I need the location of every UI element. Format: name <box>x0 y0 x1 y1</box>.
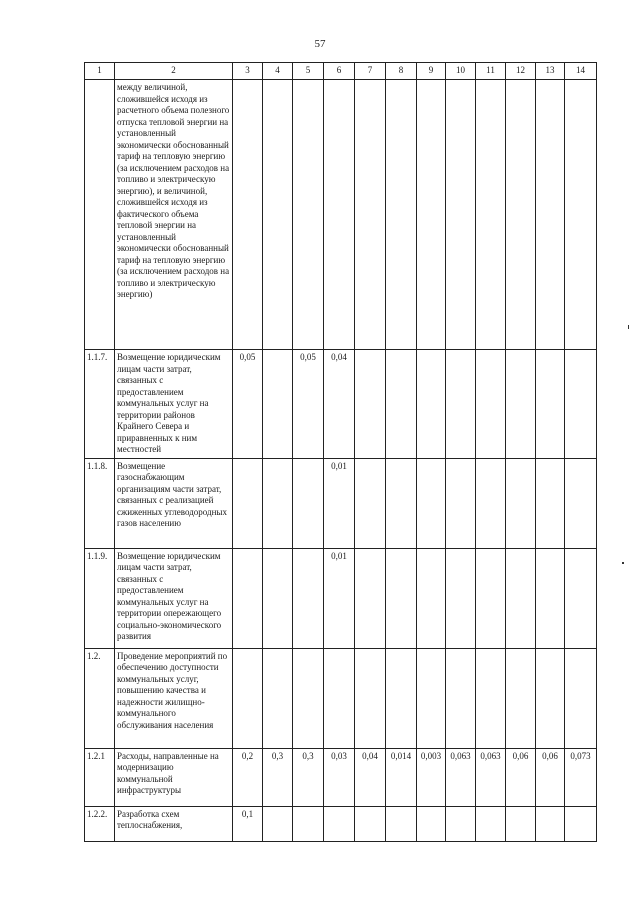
table-row <box>85 648 597 748</box>
header-cell: 9 <box>417 63 446 80</box>
value-cell <box>324 648 355 748</box>
header-cell: 7 <box>355 63 386 80</box>
value-cell <box>476 350 506 459</box>
value-cell <box>417 458 446 548</box>
value-cell <box>476 80 506 350</box>
value-cell <box>506 80 536 350</box>
table-row <box>85 748 597 806</box>
table-row <box>85 548 597 648</box>
value-cell <box>355 458 386 548</box>
value-cell <box>565 80 597 350</box>
value-cell <box>536 350 565 459</box>
value-cell: 0,2 <box>233 748 263 806</box>
value-cell <box>536 458 565 548</box>
value-cell: 0,04 <box>324 350 355 459</box>
value-cell <box>565 458 597 548</box>
header-cell: 13 <box>536 63 565 80</box>
value-cell <box>263 350 293 459</box>
value-cell <box>476 548 506 648</box>
value-cell <box>506 350 536 459</box>
row-description: между величиной, сложившейся исходя из расчетного объема полезного отпуска тепловой энергии на установленный экономически обоснованный тариф на тепловую энергию (за исключением расходов на топливо и электрическую энергию), и величиной, сложившейся исходя из фактического объема тепловой энергии на установленный экономически обоснованный тариф на тепловую энергию (за исключением расходов на топливо и электрическую энергию) <box>115 80 233 350</box>
value-cell: 0,01 <box>324 548 355 648</box>
scan-mark <box>628 325 629 329</box>
value-cell <box>263 80 293 350</box>
value-cell <box>355 648 386 748</box>
value-cell <box>446 648 476 748</box>
value-cell <box>233 458 263 548</box>
header-cell: 12 <box>506 63 536 80</box>
table-row <box>85 458 597 548</box>
value-cell: 0,3 <box>263 748 293 806</box>
row-number: 1.1.9. <box>85 548 115 648</box>
value-cell <box>506 806 536 841</box>
value-cell <box>233 648 263 748</box>
row-number: 1.1.7. <box>85 350 115 459</box>
header-cell: 8 <box>386 63 417 80</box>
value-cell <box>506 648 536 748</box>
header-cell: 10 <box>446 63 476 80</box>
header-cell: 4 <box>263 63 293 80</box>
value-cell <box>386 648 417 748</box>
value-cell <box>263 806 293 841</box>
row-number: 1.2. <box>85 648 115 748</box>
value-cell <box>446 80 476 350</box>
value-cell <box>536 80 565 350</box>
row-number <box>85 80 115 350</box>
header-cell: 14 <box>565 63 597 80</box>
header-cell: 5 <box>293 63 324 80</box>
header-cell: 6 <box>324 63 355 80</box>
value-cell: 0,06 <box>506 748 536 806</box>
row-number: 1.1.8. <box>85 458 115 548</box>
value-cell <box>324 80 355 350</box>
value-cell <box>293 806 324 841</box>
value-cell <box>386 80 417 350</box>
value-cell: 0,073 <box>565 748 597 806</box>
value-cell <box>446 806 476 841</box>
scan-mark <box>622 562 624 564</box>
value-cell <box>355 350 386 459</box>
value-cell <box>263 648 293 748</box>
value-cell: 0,01 <box>324 458 355 548</box>
row-description: Возмещение юридическим лицам части затрат, связанных с предоставлением коммунальных услуг на территории опережающего социально-экономического развития <box>115 548 233 648</box>
value-cell <box>386 548 417 648</box>
value-cell <box>536 806 565 841</box>
value-cell <box>386 350 417 459</box>
value-cell <box>293 458 324 548</box>
value-cell <box>263 458 293 548</box>
value-cell: 0,1 <box>233 806 263 841</box>
row-number: 1.2.2. <box>85 806 115 841</box>
row-description: Возмещение юридическим лицам части затрат, связанных с предоставлением коммунальных услуг на территории районов Крайнего Севера и приравненных к ним местностей <box>115 350 233 459</box>
page-number: 57 <box>314 38 326 50</box>
value-cell <box>386 458 417 548</box>
header-row <box>85 63 597 80</box>
value-cell <box>355 548 386 648</box>
value-cell: 0,063 <box>476 748 506 806</box>
table-row <box>85 350 597 459</box>
header-cell: 11 <box>476 63 506 80</box>
value-cell <box>506 548 536 648</box>
table-row <box>85 80 597 350</box>
data-table <box>84 62 597 842</box>
value-cell: 0,04 <box>355 748 386 806</box>
value-cell <box>565 350 597 459</box>
value-cell: 0,014 <box>386 748 417 806</box>
value-cell: 0,05 <box>293 350 324 459</box>
value-cell: 0,03 <box>324 748 355 806</box>
header-cell: 2 <box>115 63 233 80</box>
value-cell <box>565 648 597 748</box>
value-cell: 0,003 <box>417 748 446 806</box>
value-cell <box>446 548 476 648</box>
row-number: 1.2.1 <box>85 748 115 806</box>
value-cell <box>446 458 476 548</box>
header-cell: 3 <box>233 63 263 80</box>
value-cell <box>536 548 565 648</box>
value-cell <box>417 648 446 748</box>
header-cell: 1 <box>85 63 115 80</box>
value-cell <box>293 80 324 350</box>
value-cell <box>417 806 446 841</box>
value-cell: 0,063 <box>446 748 476 806</box>
table-row <box>85 806 597 841</box>
value-cell <box>536 648 565 748</box>
value-cell <box>263 548 293 648</box>
value-cell <box>417 350 446 459</box>
value-cell <box>565 548 597 648</box>
value-cell: 0,3 <box>293 748 324 806</box>
value-cell <box>476 648 506 748</box>
row-description: Расходы, направленные на модернизацию коммунальной инфраструктуры <box>115 748 233 806</box>
value-cell: 0,05 <box>233 350 263 459</box>
value-cell <box>386 806 417 841</box>
value-cell <box>417 80 446 350</box>
value-cell <box>565 806 597 841</box>
value-cell <box>476 458 506 548</box>
row-description: Проведение мероприятий по обеспечению доступности коммунальных услуг, повышению качества и надежности жилищно-коммунального обслуживания населения <box>115 648 233 748</box>
value-cell <box>233 548 263 648</box>
row-description: Возмещение газоснабжающим организациям части затрат, связанных с реализацией сжиженных углеводородных газов населению <box>115 458 233 548</box>
value-cell <box>293 548 324 648</box>
value-cell <box>355 80 386 350</box>
row-description: Разработка схем теплоснабжения, <box>115 806 233 841</box>
value-cell: 0,06 <box>536 748 565 806</box>
value-cell <box>476 806 506 841</box>
value-cell <box>233 80 263 350</box>
value-cell <box>446 350 476 459</box>
value-cell <box>355 806 386 841</box>
value-cell <box>506 458 536 548</box>
value-cell <box>293 648 324 748</box>
value-cell <box>324 806 355 841</box>
value-cell <box>417 548 446 648</box>
